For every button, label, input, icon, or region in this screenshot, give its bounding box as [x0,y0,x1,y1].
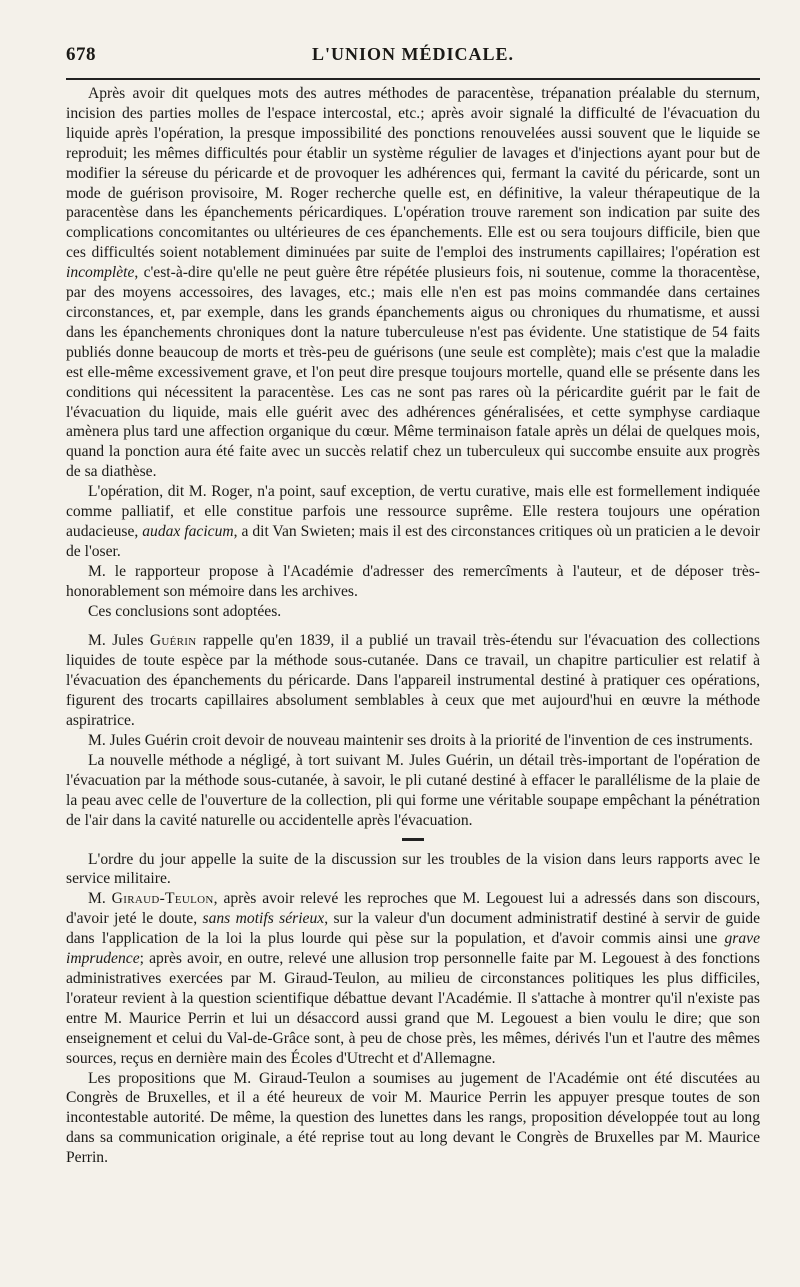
header-rule [66,78,760,80]
paragraph-guerin-1839: M. Jules Guérin rappelle qu'en 1839, il a publié un travail très-étendu sur l'évacuation des collections liquides de toute espèce par la méthode sous-cutanée. Dans ce travail, un chapitre particulier est relatif à l'évacuation des épanchements du péricarde. Dans l'appareil instrumental destiné à pratiquer ces opérations, figurent des trocarts capillaires absolument semblables à ceux que met aujourd'hui en œuvre la méthode aspiratrice. [66,632,760,730]
page-header [66,0,760,84]
paragraph-guerin-method: La nouvelle méthode a négligé, à tort suivant M. Jules Guérin, un détail très-important de l'opération de l'évacuation par la méthode sous-cutanée, à savoir, le pli cutané destiné à effacer le parallélisme de la plaie de la peau avec celle de l'ouverture de la collection, pli qui forme une véritable soupape empêchant la pénétration de l'air dans la cavité naturelle ou accidentelle après l'évacuation. [66,751,760,829]
page-number: 678 [66,44,96,65]
paragraph-guerin-priority: M. Jules Guérin croit devoir de nouveau maintenir ses droits à la priorité de l'invention de ces instruments. [88,732,753,749]
paragraph-rapporteur: M. le rapporteur propose à l'Académie d'adresser des remercîments à l'auteur, et de déposer très-honorablement son mémoire dans les archives. [66,562,760,600]
paragraph-roger-summary: Après avoir dit quelques mots des autres méthodes de paracentèse, trépanation préalable du sternum, incision des parties molles de l'espace intercostal, etc.; après avoir signalé la difficulté de l'évacuation du liquide après l'opération, la presque impossibilité des ponctions renouvelées aussi souvent que le liquide se reproduit; les mêmes difficultés pour établir un système régulier de lavages et d'injections ayant pour but de modifier la séreuse du péricarde et de provoquer les adhérences qui, fermant la cavité du péricarde, sont un mode de guérison provisoire, M. Roger recherche quelle est, en définitive, la valeur thérapeutique de la paracentèse dans les épanchements péricardiques. L'opération trouve rarement son indication par suite des complications concomitantes ou ultérieures de ces épanchements. Elle est ou sera toujours difficile, bien que ces difficultés soient notablement diminuées par suite de l'emploi des instruments capillaires; l'opération est incomplète, c'est-à-dire qu'elle ne peut guère être répétée plusieurs fois, ni soutenue, comme la thoracentèse, par des moyens accessoires, des lavages, etc.; mais elle n'en est pas moins commandée dans certaines circonstances, et, par exemple, dans les grands épanchements aigus ou chroniques du rhumatisme, et aussi dans les épanchements chroniques dont la nature tuberculeuse n'est pas évidente. Une statistique de 54 faits publiés donne beaucoup de morts et très-peu de guérisons (une seule est complète); mais c'est que la maladie est elle-même excessivement grave, et l'on peut dire presque toujours mortelle, quand elle se présente dans les conditions qui nécessitent la paracentèse. Les cas ne sont pas rares où la péricardite guérit par le fait de l'évacuation du liquide, mais elle guérit avec des adhérences généralisées, et cette symphyse cardiaque amènera plus tard une affection organique du cœur. Même terminaison fatale après un délai de quelques mois, quand la ponction aura été faite avec un succès relatif chez un tuberculeux qui succombe ensuite aux progrès de sa diathèse. [66,85,760,481]
article-body [66,84,760,1168]
section-separator [402,838,424,841]
paragraph-conclusions-adopted: Ces conclusions sont adoptées. [88,602,282,620]
paragraph-propositions: Les propositions que M. Giraud-Teulon a soumises au jugement de l'Académie ont été discutées au Congrès de Bruxelles, et il a été heureux de voir M. Maurice Perrin les appuyer presque toutes de son incontestable autorité. De même, la question des lunettes dans les rangs, proposition développée tout au long dans sa communication originale, a été reprise tout au long devant le Congrès de Bruxelles par M. Maurice Perrin. [66,1069,760,1167]
running-title: L'UNION MÉDICALE. [311,44,515,64]
paragraph-ordre-du-jour: L'ordre du jour appelle la suite de la discussion sur les troubles de la vision dans leurs rapports avec le service militaire. [66,850,760,888]
paragraph-giraud-teulon: M. Giraud-Teulon, après avoir relevé les reproches que M. Legouest lui a adressés dans son discours, d'avoir jeté le doute, sans motifs sérieux, sur la valeur d'un document administratif destiné à servir de guide dans l'application de la loi la plus lourde qui pèse sur la population, et d'avoir commis ainsi une grave imprudence; après avoir, en outre, relevé une allusion trop personnelle faite par M. Legouest à des fonctions administratives exercées par M. Giraud-Teulon, au milieu de circonstances politiques les plus difficiles, l'orateur revient à la question scientifique débattue devant l'Académie. Il s'attache à montrer qu'il n'existe pas entre M. Maurice Perrin et lui un désaccord aussi grand que M. Legouest a bien voulu le dire; que son enseignement et celui du Val-de-Grâce sont, à peu de chose près, les mêmes, dérivés l'un et l'autre des mêmes sources, reçus en dernière main des Écoles d'Utrecht et d'Allemagne. [66,890,760,1067]
paragraph-roger-conclusion: L'opération, dit M. Roger, n'a point, sauf exception, de vertu curative, mais elle est formellement indiquée comme palliatif, et elle constitue parfois une ressource suprême. Elle restera toujours une opération audacieuse, audax facicum, a dit Van Swieten; mais il est des circonstances critiques où un praticien a le devoir de l'oser. [66,483,760,560]
